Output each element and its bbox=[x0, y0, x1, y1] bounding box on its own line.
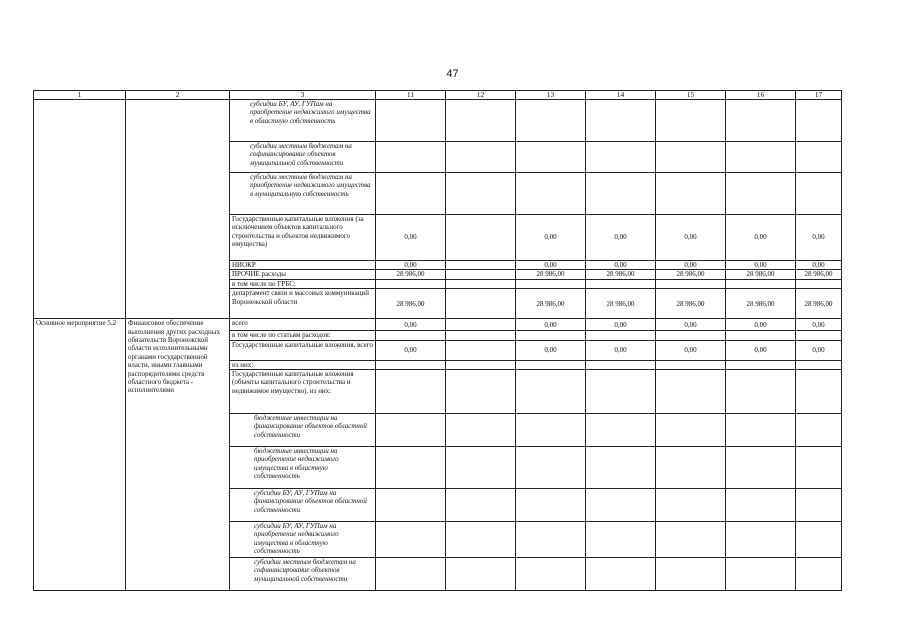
value-cell: 0,00 bbox=[516, 340, 586, 360]
value-cell: 0,00 bbox=[726, 340, 796, 360]
value-cell bbox=[446, 215, 516, 261]
value-cell: 0,00 bbox=[586, 340, 656, 360]
value-cell: 28 986,00 bbox=[586, 270, 656, 279]
row-label: департамент связи и массовых коммуникаций Воронежской области bbox=[230, 289, 376, 319]
value-cell bbox=[656, 489, 726, 522]
value-cell bbox=[586, 447, 656, 489]
value-cell: 0,00 bbox=[726, 261, 796, 270]
value-cell: 0,00 bbox=[586, 319, 656, 331]
value-cell bbox=[726, 142, 796, 173]
value-cell bbox=[796, 100, 842, 142]
value-cell: 0,00 bbox=[516, 215, 586, 261]
value-cell bbox=[446, 340, 516, 360]
value-cell: 28 986,00 bbox=[726, 270, 796, 279]
value-cell bbox=[376, 414, 446, 447]
value-cell bbox=[796, 558, 842, 591]
value-cell bbox=[796, 414, 842, 447]
value-cell bbox=[516, 331, 586, 340]
value-cell bbox=[656, 370, 726, 414]
value-cell bbox=[446, 522, 516, 558]
header-cell: 1 bbox=[34, 91, 126, 100]
value-cell bbox=[446, 100, 516, 142]
value-cell bbox=[586, 489, 656, 522]
value-cell bbox=[446, 489, 516, 522]
value-cell bbox=[376, 370, 446, 414]
row-label: Государственные капитальные вложения, всего bbox=[230, 340, 376, 360]
value-cell bbox=[446, 447, 516, 489]
value-cell bbox=[656, 142, 726, 173]
value-cell bbox=[376, 522, 446, 558]
value-cell bbox=[726, 173, 796, 215]
value-cell: 28 986,00 bbox=[726, 289, 796, 319]
value-cell bbox=[796, 447, 842, 489]
value-cell: 0,00 bbox=[376, 261, 446, 270]
value-cell: 0,00 bbox=[376, 319, 446, 331]
value-cell bbox=[446, 289, 516, 319]
value-cell bbox=[726, 331, 796, 340]
value-cell bbox=[446, 270, 516, 279]
value-cell: 0,00 bbox=[656, 215, 726, 261]
value-cell bbox=[446, 319, 516, 331]
header-cell: 12 bbox=[446, 91, 516, 100]
value-cell bbox=[726, 370, 796, 414]
header-cell: 2 bbox=[126, 91, 230, 100]
value-cell: 0,00 bbox=[656, 340, 726, 360]
table-row bbox=[34, 100, 842, 142]
row-label: субсидии местным бюджетам на софинансирование объектов муниципальной собственности bbox=[230, 142, 376, 173]
value-cell bbox=[376, 489, 446, 522]
value-cell bbox=[656, 447, 726, 489]
header-cell: 11 bbox=[376, 91, 446, 100]
value-cell: 0,00 bbox=[586, 215, 656, 261]
value-cell bbox=[376, 331, 446, 340]
page-number: 47 bbox=[446, 68, 459, 80]
row-label: субсидии БУ, АУ, ГУПам на финансирование объектов областной собственности bbox=[230, 489, 376, 522]
value-cell bbox=[726, 279, 796, 288]
value-cell bbox=[586, 142, 656, 173]
value-cell bbox=[376, 447, 446, 489]
value-cell bbox=[516, 489, 586, 522]
value-cell bbox=[516, 142, 586, 173]
value-cell bbox=[586, 331, 656, 340]
value-cell bbox=[796, 370, 842, 414]
value-cell: 28 986,00 bbox=[376, 270, 446, 279]
value-cell: 28 986,00 bbox=[376, 289, 446, 319]
row-label: субсидии БУ, АУ, ГУПам на приобретение недвижимого имущества в областную собственность bbox=[230, 522, 376, 558]
value-cell bbox=[656, 558, 726, 591]
value-cell bbox=[376, 173, 446, 215]
header-cell: 3 bbox=[230, 91, 376, 100]
row-label: бюджетные инвестиции на финансирование объектов областной собственности bbox=[230, 414, 376, 447]
row-label: Государственные капитальные вложения (объекты капитального строительства и недвижимое имущество), из них: bbox=[230, 370, 376, 414]
value-cell bbox=[446, 261, 516, 270]
row-label: в том числе по ГРБС: bbox=[230, 279, 376, 288]
value-cell bbox=[726, 447, 796, 489]
value-cell bbox=[796, 279, 842, 288]
value-cell bbox=[516, 558, 586, 591]
row-label: субсидии местным бюджетам на приобретение недвижимого имущества в муниципальную собственность bbox=[230, 173, 376, 215]
value-cell: 28 986,00 bbox=[796, 289, 842, 319]
value-cell: 0,00 bbox=[376, 215, 446, 261]
value-cell bbox=[726, 489, 796, 522]
header-cell: 15 bbox=[656, 91, 726, 100]
value-cell bbox=[656, 173, 726, 215]
value-cell bbox=[376, 558, 446, 591]
value-cell: 0,00 bbox=[796, 261, 842, 270]
value-cell bbox=[516, 360, 586, 369]
value-cell: 28 986,00 bbox=[796, 270, 842, 279]
value-cell bbox=[726, 360, 796, 369]
value-cell bbox=[586, 173, 656, 215]
row-label: НИОКР bbox=[230, 261, 376, 270]
header-cell: 14 bbox=[586, 91, 656, 100]
row-label: всего bbox=[230, 319, 376, 331]
value-cell bbox=[446, 414, 516, 447]
value-cell: 28 986,00 bbox=[516, 289, 586, 319]
row-label: бюджетные инвестиции на приобретение недвижимого имущества в областную собственность bbox=[230, 447, 376, 489]
value-cell bbox=[446, 331, 516, 340]
value-cell bbox=[656, 331, 726, 340]
value-cell bbox=[586, 370, 656, 414]
empty-col1 bbox=[34, 100, 126, 319]
value-cell bbox=[586, 522, 656, 558]
value-cell bbox=[516, 173, 586, 215]
value-cell bbox=[516, 100, 586, 142]
header-row bbox=[34, 91, 842, 100]
value-cell bbox=[516, 522, 586, 558]
value-cell: 0,00 bbox=[726, 215, 796, 261]
value-cell bbox=[446, 173, 516, 215]
value-cell: 28 986,00 bbox=[586, 289, 656, 319]
budget-table bbox=[33, 90, 842, 591]
row-label: из них: bbox=[230, 360, 376, 369]
row-label: ПРОЧИЕ расходы bbox=[230, 270, 376, 279]
header-cell: 13 bbox=[516, 91, 586, 100]
value-cell bbox=[446, 360, 516, 369]
value-cell bbox=[656, 360, 726, 369]
value-cell bbox=[796, 142, 842, 173]
value-cell bbox=[516, 279, 586, 288]
value-cell: 0,00 bbox=[796, 215, 842, 261]
section-col1: Основное мероприятие 5.2 bbox=[34, 319, 126, 591]
value-cell bbox=[446, 142, 516, 173]
value-cell bbox=[586, 558, 656, 591]
section-col2: Финансовое обеспечение выполнения других расходных обязательств Воронежской области исполнительными органами государственной власти, иными главными распорядителями средств областного бюджета - исполнителями bbox=[126, 319, 230, 591]
value-cell bbox=[726, 522, 796, 558]
table-body bbox=[34, 91, 842, 591]
value-cell bbox=[726, 414, 796, 447]
value-cell: 28 986,00 bbox=[516, 270, 586, 279]
value-cell bbox=[656, 100, 726, 142]
value-cell: 0,00 bbox=[656, 319, 726, 331]
value-cell: 28 986,00 bbox=[656, 289, 726, 319]
value-cell bbox=[446, 279, 516, 288]
value-cell bbox=[726, 558, 796, 591]
value-cell bbox=[586, 279, 656, 288]
value-cell bbox=[796, 489, 842, 522]
value-cell: 0,00 bbox=[796, 340, 842, 360]
value-cell bbox=[586, 414, 656, 447]
value-cell bbox=[446, 558, 516, 591]
value-cell: 28 986,00 bbox=[656, 270, 726, 279]
row-label: субсидии БУ, АУ, ГУПам на приобретение недвижимого имущества в областную собственность bbox=[230, 100, 376, 142]
value-cell bbox=[656, 279, 726, 288]
value-cell: 0,00 bbox=[586, 261, 656, 270]
value-cell: 0,00 bbox=[796, 319, 842, 331]
header-cell: 17 bbox=[796, 91, 842, 100]
value-cell bbox=[586, 100, 656, 142]
value-cell: 0,00 bbox=[516, 319, 586, 331]
value-cell bbox=[376, 100, 446, 142]
value-cell: 0,00 bbox=[376, 340, 446, 360]
row-label: в том числе по статьям расходов: bbox=[230, 331, 376, 340]
value-cell bbox=[516, 414, 586, 447]
value-cell bbox=[446, 370, 516, 414]
value-cell bbox=[656, 522, 726, 558]
value-cell bbox=[796, 522, 842, 558]
value-cell bbox=[726, 100, 796, 142]
value-cell: 0,00 bbox=[516, 261, 586, 270]
value-cell bbox=[376, 142, 446, 173]
header-cell: 16 bbox=[726, 91, 796, 100]
value-cell bbox=[796, 173, 842, 215]
value-cell bbox=[796, 331, 842, 340]
value-cell bbox=[796, 360, 842, 369]
value-cell: 0,00 bbox=[656, 261, 726, 270]
value-cell bbox=[516, 447, 586, 489]
value-cell bbox=[586, 360, 656, 369]
table-row bbox=[34, 319, 842, 331]
value-cell bbox=[516, 370, 586, 414]
value-cell bbox=[376, 279, 446, 288]
value-cell: 0,00 bbox=[726, 319, 796, 331]
value-cell bbox=[376, 360, 446, 369]
empty-col2 bbox=[126, 100, 230, 319]
row-label: Государственные капитальные вложения (за исключением объектов капитального строительства и объектов недвижимого имущества) bbox=[230, 215, 376, 261]
row-label: субсидии местным бюджетам на софинансирование объектов муниципальной собственности bbox=[230, 558, 376, 591]
value-cell bbox=[656, 414, 726, 447]
